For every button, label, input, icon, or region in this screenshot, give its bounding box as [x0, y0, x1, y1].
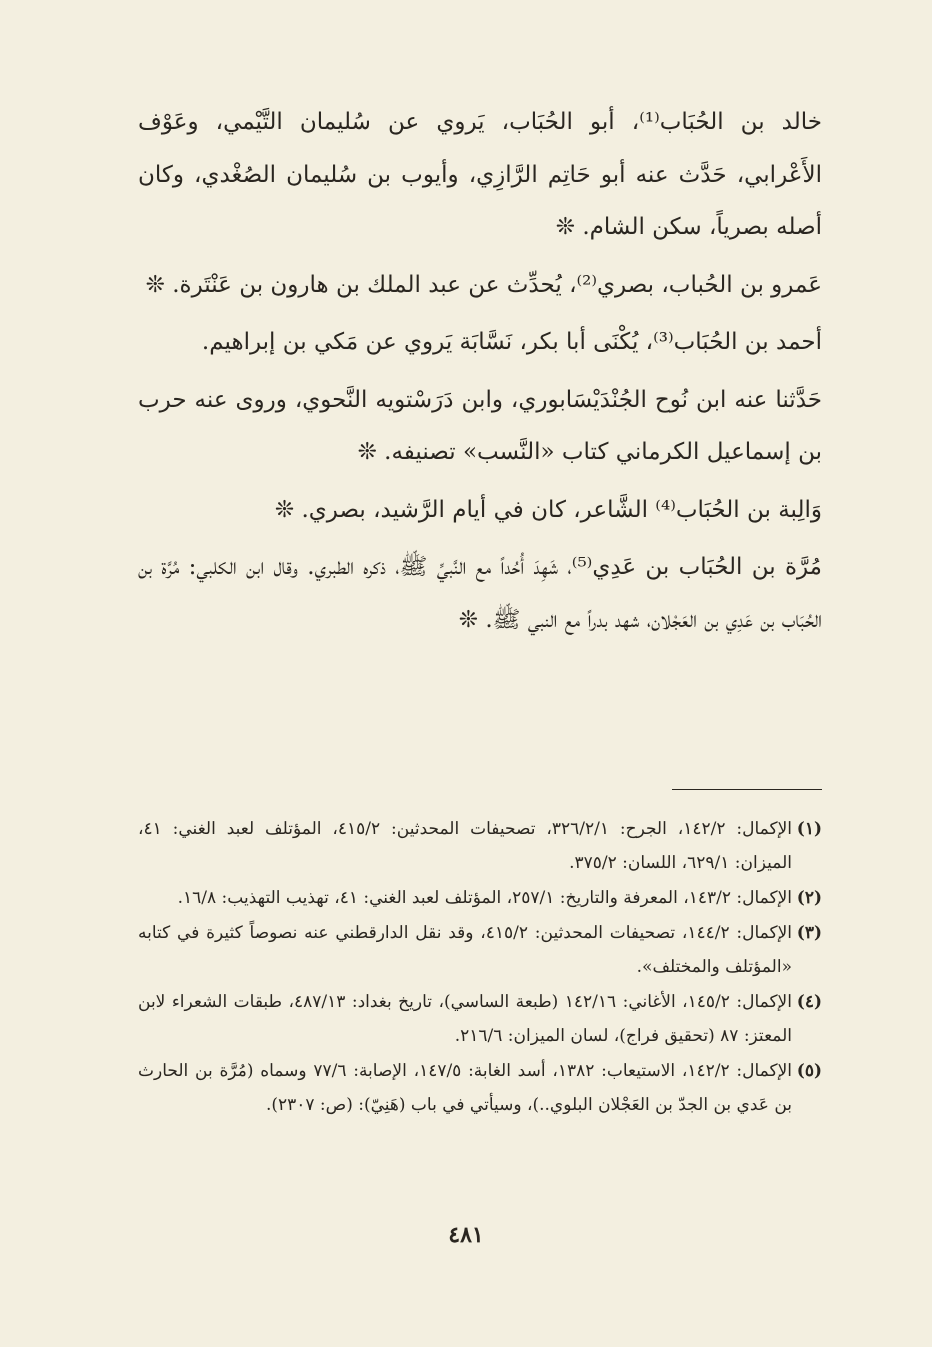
footnotes — [138, 812, 822, 1123]
footnote-text: الإكمال: ١٤٤/٢، تصحيفات المحدثين: ٤١٥/٢، وقد نقل الدارقطني عنه نصوصاً كثيرة في كتابه «المؤتلف والمختلف». — [138, 923, 792, 977]
footnote-number: (٣) — [796, 923, 822, 943]
page-number: ٤٨١ — [448, 1222, 484, 1248]
footnote-number: (٢) — [796, 888, 822, 908]
footnote-number: (١) — [796, 819, 822, 839]
footnote-3 — [138, 916, 822, 984]
entry-amr: عَمرو بن الحُباب، بصري⁽²⁾، يُحدِّث عن عبد الملك بن هارون بن عَنْتَرة. ❊ — [145, 271, 822, 298]
entry-murrah: مُرَّة بن الحُبَاب بن عَدِي⁽⁵⁾، شَهِدَ أُحُداً مع النَّبيِّ ﷺ، ذكره الطبري. وقال ابن الكلبي: مُرَّة بن الحُبَاب بن عَدِي بن العَجْلان، شهد بدراً مع النبي ﷺ. ❊ — [138, 554, 822, 633]
footnote-text: الإكمال: ١٤٢/٢، الجرح: ٣٢٦/٢/١، تصحيفات المحدثين: ٤١٥/٢، المؤتلف لعبد الغني: ٤١، الميزان: ٦٢٩/١، اللسان: ٣٧٥/٢. — [138, 819, 792, 873]
footnote-separator — [672, 789, 822, 790]
entry-walibah: وَالِبة بن الحُبَاب⁽⁴⁾ الشَّاعر، كان في أيام الرَّشيد، بصري. ❊ — [274, 496, 822, 523]
footnote-text: الإكمال: ١٤٢/٢، الاستيعاب: ١٣٨٢، أسد الغابة: ١٤٧/٥، الإصابة: ٧٧/٦ وسماه (مُرَّة بن الحارث بن عَدي بن الجدّ بن العَجْلان البلوي..)، وسيأتي في باب (هَنِيّ): (ص: ٢٣٠٧). — [138, 1061, 792, 1115]
footnote-text: الإكمال: ١٤٣/٢، المعرفة والتاريخ: ٢٥٧/١، المؤتلف لعبد الغني: ٤١، تهذيب التهذيب: ١٦/٨. — [177, 888, 792, 908]
footnote-number: (٥) — [796, 1061, 822, 1081]
footnote-4 — [138, 985, 822, 1053]
entry-ahmad-continuation: حَدَّثنا عنه ابن نُوح الجُنْدَيْسَابوري، وابن دَرَسْتويه النَّحوي، وروى عنه حرب بن إسماعيل الكرماني كتاب «النَّسب» تصنيفه. ❊ — [138, 386, 822, 465]
footnote-5 — [138, 1054, 822, 1122]
footnote-1 — [138, 812, 822, 880]
entry-khalid: خالد بن الحُبَاب⁽¹⁾، أبو الحُبَاب، يَروي عن سُليمان التَّيْمي، وعَوْف الأَعْرابي، حَدَّث عنه أبو حَاتِم الرَّازِي، وأيوب بن سُليمان الصُغْدي، وكان أصله بصرياً، سكن الشام. ❊ — [138, 109, 822, 240]
main-text — [138, 96, 822, 651]
footnote-2 — [138, 881, 822, 915]
entry-ahmad: أحمد بن الحُبَاب⁽³⁾، يُكْنَى أبا بكر، نَسَّابَة يَروي عن مَكي بن إبراهيم. — [201, 329, 822, 355]
footnote-number: (٤) — [796, 992, 822, 1012]
footnote-text: الإكمال: ١٤٥/٢، الأغاني: ١٤٢/١٦ (طبعة الساسي)، تاريخ بغداد: ٤٨٧/١٣، طبقات الشعراء لابن المعتز: ٨٧ (تحقيق فراج)، لسان الميزان: ٢١٦/٦. — [138, 992, 792, 1046]
